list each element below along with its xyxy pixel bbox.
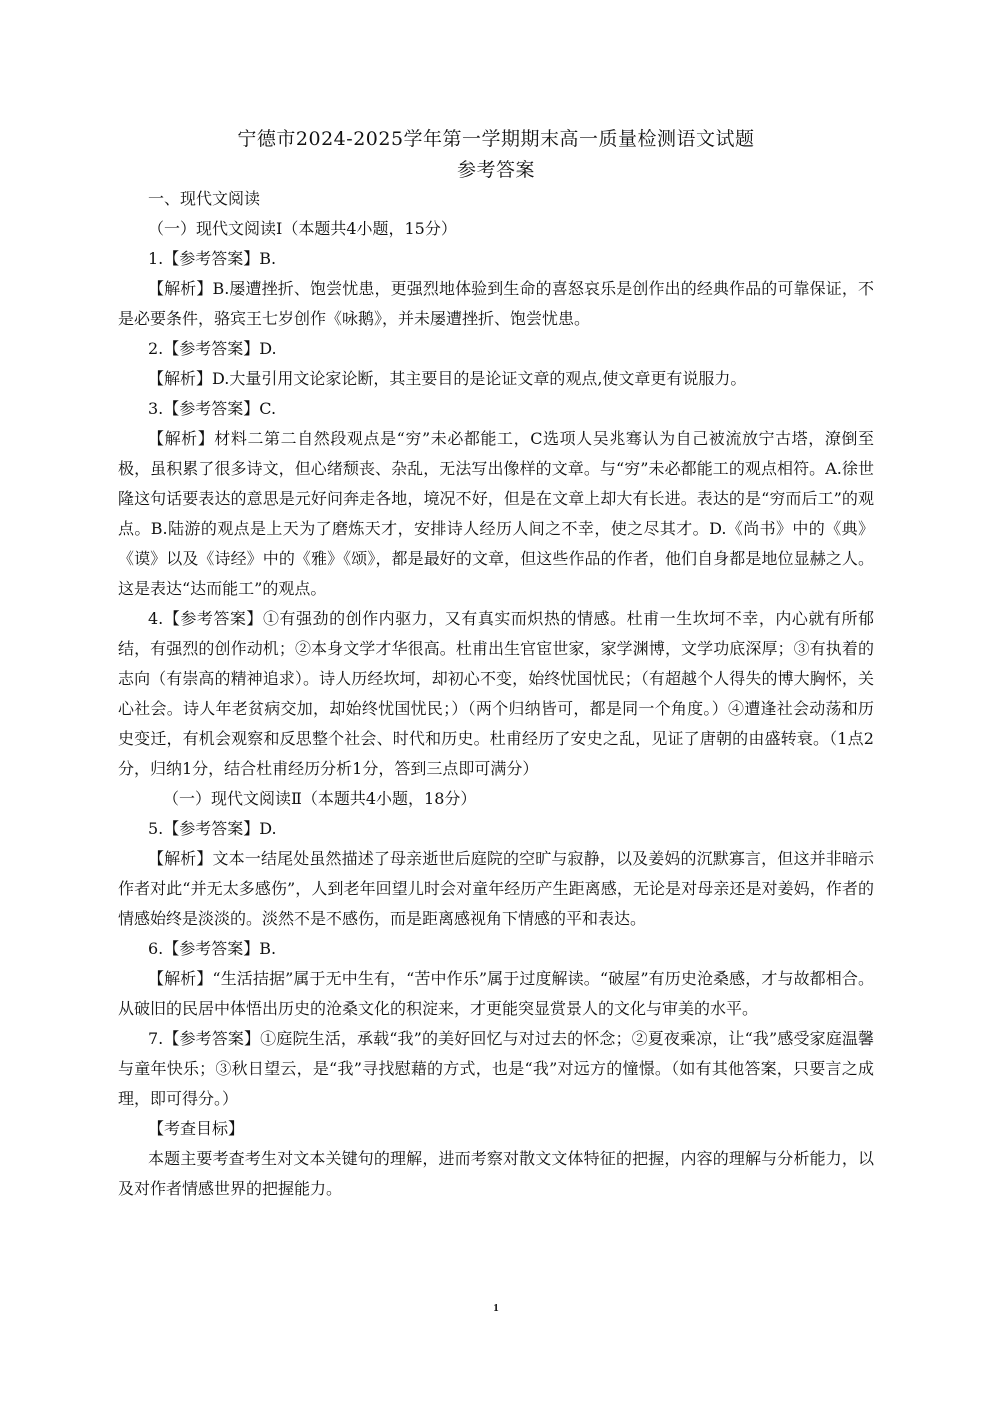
answer-q7: 7.【参考答案】①庭院生活，承载“我”的美好回忆与对过去的怀念；②夏夜乘凉，让“我”感受家庭温馨与童年快乐；③秋日望云，是“我”寻找慰藉的方式，也是“我”对远方的憧憬。（如有其他答案，只要言之成理，即可得分。） <box>118 1029 874 1108</box>
explanation-q3: 【解析】材料二第二自然段观点是“穷”未必都能工，C选项人吴兆骞认为自己被流放宁古塔，潦倒至极，虽积累了很多诗文，但心绪颓丧、杂乱，无法写出像样的文章。与“穷”未必都能工的观点相符。A.徐世隆这句话要表达的意思是元好问奔走各地，境况不好，但是在文章上却大有长进。表达的是“穷而后工”的观点。B.陆游的观点是上天为了磨炼天才，安排诗人经历人间之不幸，使之尽其才。D.《尚书》中的《典》《谟》以及《诗经》中的《雅》《颂》，都是最好的文章，但这些作品的作者，他们自身都是地位显赫之人。这是表达“达而能工”的观点。 <box>118 429 874 598</box>
document-body <box>118 184 874 1204</box>
exam-goal-text: 本题主要考查考生对文本关键句的理解，进而考察对散文文体特征的把握，内容的理解与分析能力，以及对作者情感世界的把握能力。 <box>118 1149 874 1198</box>
subsection-heading: （一）现代文阅读Ⅰ（本题共4小题，15分） <box>148 219 457 238</box>
subsection-heading: （一）现代文阅读Ⅱ（本题共4小题，18分） <box>163 789 477 808</box>
explanation-q5: 【解析】文本一结尾处虽然描述了母亲逝世后庭院的空旷与寂静，以及姜妈的沉默寡言，但这并非暗示作者对此“并无太多感伤”，人到老年回望儿时会对童年经历产生距离感，无论是对母亲还是对姜妈，作者的情感始终是淡淡的。淡然不是不感伤，而是距离感视角下情感的平和表达。 <box>118 849 874 928</box>
document-title: 宁德市2024-2025学年第一学期期末高一质量检测语文试题 <box>237 128 755 150</box>
exam-goal-label: 【考查目标】 <box>148 1119 245 1138</box>
explanation-q6: 【解析】“生活拮据”属于无中生有，“苦中作乐”属于过度解读。“破屋”有历史沧桑感，才与故都相合。从破旧的民居中体悟出历史的沧桑文化的积淀来，才更能突显赏景人的文化与审美的水平。 <box>118 969 874 1018</box>
explanation-q2: 【解析】D.大量引用文论家论断，其主要目的是论证文章的观点,使文章更有说服力。 <box>148 369 747 388</box>
page-number: 1 <box>493 1302 499 1314</box>
answer-q5: 5.【参考答案】D. <box>148 819 277 838</box>
answer-q3: 3.【参考答案】C. <box>148 399 277 418</box>
document-subtitle: 参考答案 <box>456 159 535 181</box>
answer-q1: 1.【参考答案】B. <box>148 249 277 268</box>
explanation-q1: 【解析】B.屡遭挫折、饱尝忧患，更强烈地体验到生命的喜怒哀乐是创作出的经典作品的可靠保证，不是必要条件，骆宾王七岁创作《咏鹅》，并未屡遭挫折、饱尝忧患。 <box>118 279 874 328</box>
answer-q4: 4.【参考答案】①有强劲的创作内驱力，又有真实而炽热的情感。杜甫一生坎坷不幸，内心就有所郁结，有强烈的创作动机；②本身文学才华很高。杜甫出生官宦世家，家学渊博，文学功底深厚；③有执着的志向（有崇高的精神追求）。诗人历经坎坷，却初心不变，始终忧国忧民；（有超越个人得失的博大胸怀，关心社会。诗人年老贫病交加，却始终忧国忧民；）（两个归纳皆可，都是同一个角度。）④遭逢社会动荡和历史变迁，有机会观察和反思整个社会、时代和历史。杜甫经历了安史之乱，见证了唐朝的由盛转衰。（1点2分，归纳1分，结合杜甫经历分析1分，答到三点即可满分） <box>118 609 874 778</box>
section-heading: 一、现代文阅读 <box>148 189 261 208</box>
answer-q2: 2.【参考答案】D. <box>148 339 277 358</box>
answer-q6: 6.【参考答案】B. <box>148 939 277 958</box>
